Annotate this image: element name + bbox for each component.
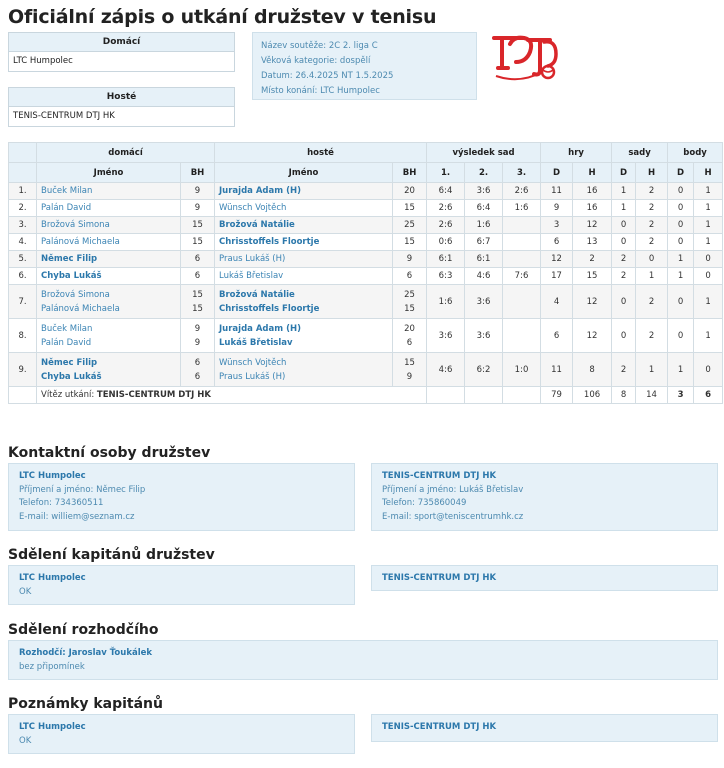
ranking-value: 15 — [404, 203, 415, 213]
set1-score: 2:6 — [427, 217, 465, 234]
games-home: 6 — [541, 319, 573, 353]
sets-home: 0 — [612, 217, 636, 234]
sets-guest: 2 — [636, 200, 668, 217]
guest-player-link[interactable]: Jurajda Adam (H) — [219, 186, 301, 196]
guest-players — [215, 319, 393, 353]
points-guest: 1 — [694, 200, 723, 217]
home-player-link[interactable]: Palán David — [41, 337, 92, 348]
guest-players — [215, 353, 393, 387]
summary-empty — [503, 387, 541, 404]
ranking-value: 6 — [194, 357, 201, 368]
club-logo — [490, 28, 562, 86]
guest-player-link[interactable]: Lukáš Břetislav — [219, 271, 284, 281]
sets-guest: 2 — [636, 183, 668, 200]
subheader-cell: 1. — [427, 163, 465, 183]
set1-score: 6:3 — [427, 268, 465, 285]
summary-empty — [9, 387, 37, 404]
games-guest: 8 — [573, 353, 612, 387]
home-ranking — [181, 217, 215, 234]
points-home: 1 — [668, 353, 694, 387]
set1-score: 0:6 — [427, 234, 465, 251]
home-player-link[interactable]: Buček Milan — [41, 323, 93, 334]
points-home: 1 — [668, 251, 694, 268]
sets-home: 0 — [612, 285, 636, 319]
points-guest: 1 — [694, 234, 723, 251]
set2-score: 6:7 — [465, 234, 503, 251]
guest-captain-notes-team: TENIS-CENTRUM DTJ HK — [382, 722, 497, 732]
home-player-link[interactable]: Brožová Simona — [41, 220, 110, 230]
guest-ranking — [393, 234, 427, 251]
guest-players — [215, 200, 393, 217]
table-row — [9, 319, 723, 353]
guest-player-link[interactable]: Brožová Natálie — [219, 220, 295, 230]
subheader-cell: BH — [181, 163, 215, 183]
home-ranking — [181, 268, 215, 285]
th-empty2 — [9, 163, 37, 183]
match-number: 1. — [9, 183, 37, 200]
home-player-link[interactable]: Chyba Lukáš — [41, 371, 102, 382]
competition-name: Název soutěže: 2C 2. liga C — [261, 41, 378, 51]
set2-score: 4:6 — [465, 268, 503, 285]
home-team-box — [8, 32, 235, 72]
home-player-link[interactable]: Chyba Lukáš — [41, 271, 102, 281]
home-player-link[interactable]: Palánová Michaela — [41, 303, 120, 314]
guest-player-link[interactable]: Praus Lukáš (H) — [219, 371, 286, 382]
guest-captain-message-panel — [371, 565, 718, 591]
subheader-cell: D — [668, 163, 694, 183]
guest-contact-team: TENIS-CENTRUM DTJ HK — [382, 471, 497, 481]
home-player-link[interactable]: Brožová Simona — [41, 289, 110, 300]
ranking-value: 25 — [404, 220, 415, 230]
guest-team-name: TENIS-CENTRUM DTJ HK — [13, 111, 115, 121]
total-points-guest: 6 — [694, 387, 723, 404]
set3-score — [503, 285, 541, 319]
referee-title: Sdělení rozhodčího — [8, 622, 159, 638]
th-set-results: výsledek sad — [427, 143, 541, 163]
table-row — [9, 285, 723, 319]
total-games-home: 79 — [541, 387, 573, 404]
points-home: 1 — [668, 268, 694, 285]
guest-ranking — [393, 319, 427, 353]
guest-captain-message-team: TENIS-CENTRUM DTJ HK — [382, 573, 497, 583]
ranking-value: 6 — [194, 271, 201, 281]
home-captain-message-team: LTC Humpolec — [19, 573, 86, 583]
points-guest: 1 — [694, 285, 723, 319]
home-contact-phone: Telefon: 734360511 — [19, 498, 104, 508]
guest-player-link[interactable]: Wünsch Vojtěch — [219, 357, 287, 368]
table-row — [9, 183, 723, 200]
guest-contact-phone: Telefon: 735860049 — [382, 498, 467, 508]
sets-guest: 0 — [636, 251, 668, 268]
page-title: Oficiální zápis o utkání družstev v tenisu — [8, 6, 437, 28]
table-row — [9, 200, 723, 217]
sets-home: 1 — [612, 200, 636, 217]
home-players — [37, 200, 181, 217]
ranking-value: 15 — [192, 289, 203, 300]
set2-score: 6:4 — [465, 200, 503, 217]
ranking-value: 15 — [404, 237, 415, 247]
sets-home: 0 — [612, 234, 636, 251]
match-number: 2. — [9, 200, 37, 217]
sets-guest: 2 — [636, 285, 668, 319]
home-players — [37, 251, 181, 268]
home-ranking — [181, 319, 215, 353]
match-number: 8. — [9, 319, 37, 353]
total-sets-home: 8 — [612, 387, 636, 404]
match-venue: Místo konání: LTC Humpolec — [261, 86, 380, 96]
subheader-cell: H — [573, 163, 612, 183]
games-guest: 13 — [573, 234, 612, 251]
points-home: 0 — [668, 183, 694, 200]
guest-players — [215, 234, 393, 251]
points-guest: 1 — [694, 319, 723, 353]
set3-score — [503, 217, 541, 234]
guest-team-box — [8, 87, 235, 127]
home-players — [37, 319, 181, 353]
home-ranking — [181, 285, 215, 319]
sets-home: 2 — [612, 251, 636, 268]
subheader-cell: H — [694, 163, 723, 183]
home-players — [37, 183, 181, 200]
captains-notes-title: Poznámky kapitánů — [8, 696, 163, 712]
set2-score: 1:6 — [465, 217, 503, 234]
set3-score — [503, 251, 541, 268]
guest-ranking — [393, 200, 427, 217]
home-contact-team: LTC Humpolec — [19, 471, 86, 481]
table-row — [9, 268, 723, 285]
home-contact-name: Příjmení a jméno: Němec Filip — [19, 484, 146, 495]
set2-score: 3:6 — [465, 285, 503, 319]
points-home: 0 — [668, 217, 694, 234]
match-number: 7. — [9, 285, 37, 319]
guest-contact-name: Příjmení a jméno: Lukáš Břetislav — [382, 484, 524, 495]
sets-home: 1 — [612, 183, 636, 200]
table-row — [9, 353, 723, 387]
contacts-title: Kontaktní osoby družstev — [8, 445, 211, 461]
games-home: 17 — [541, 268, 573, 285]
ranking-value: 9 — [194, 203, 201, 213]
match-number: 9. — [9, 353, 37, 387]
guest-contact-email: E-mail: sport@teniscentrumhk.cz — [382, 511, 524, 522]
guest-player-link[interactable]: Wünsch Vojtěch — [219, 203, 287, 213]
match-date: Datum: 26.4.2025 NT 1.5.2025 — [261, 71, 394, 81]
set3-score — [503, 234, 541, 251]
subheader-cell: 2. — [465, 163, 503, 183]
sets-home: 2 — [612, 353, 636, 387]
match-number: 6. — [9, 268, 37, 285]
ranking-value: 15 — [404, 357, 415, 368]
ranking-value: 9 — [406, 371, 413, 382]
th-empty — [9, 143, 37, 163]
guest-captain-notes-panel — [371, 714, 718, 742]
guest-ranking — [393, 183, 427, 200]
sets-guest: 2 — [636, 319, 668, 353]
home-player-link[interactable]: Palánová Michaela — [41, 237, 120, 247]
guest-players — [215, 285, 393, 319]
ranking-value: 9 — [406, 254, 413, 264]
captains-message-title: Sdělení kapitánů družstev — [8, 547, 215, 563]
subheader-cell: BH — [393, 163, 427, 183]
points-home: 0 — [668, 319, 694, 353]
points-guest: 1 — [694, 217, 723, 234]
summary-row — [9, 387, 723, 404]
th-sets: sady — [612, 143, 668, 163]
set1-score: 6:4 — [427, 183, 465, 200]
sets-guest: 1 — [636, 268, 668, 285]
guest-players — [215, 268, 393, 285]
th-guest: hosté — [215, 143, 427, 163]
points-home: 0 — [668, 234, 694, 251]
th-home: domácí — [37, 143, 215, 163]
total-games-guest: 106 — [573, 387, 612, 404]
games-home: 6 — [541, 234, 573, 251]
ranking-value: 20 — [404, 323, 415, 334]
games-home: 11 — [541, 183, 573, 200]
subheader-cell: Jméno — [37, 163, 181, 183]
total-sets-guest: 14 — [636, 387, 668, 404]
subheader-cell: 3. — [503, 163, 541, 183]
games-guest: 2 — [573, 251, 612, 268]
referee-name: Rozhodčí: Jaroslav Ťoukálek — [19, 648, 153, 658]
games-home: 11 — [541, 353, 573, 387]
set1-score: 6:1 — [427, 251, 465, 268]
ranking-value: 9 — [194, 323, 201, 334]
set3-score: 1:6 — [503, 200, 541, 217]
set2-score: 3:6 — [465, 183, 503, 200]
home-contact-email: E-mail: williem@seznam.cz — [19, 511, 135, 522]
ranking-value: 15 — [192, 220, 203, 230]
set3-score — [503, 319, 541, 353]
home-player-link[interactable]: Němec Filip — [41, 357, 98, 368]
guest-players — [215, 217, 393, 234]
home-ranking — [181, 183, 215, 200]
set3-score: 2:6 — [503, 183, 541, 200]
games-guest: 12 — [573, 217, 612, 234]
home-team-name: LTC Humpolec — [13, 56, 73, 66]
match-number: 4. — [9, 234, 37, 251]
home-captain-message-panel — [8, 565, 355, 605]
games-home: 3 — [541, 217, 573, 234]
set1-score: 1:6 — [427, 285, 465, 319]
home-players — [37, 285, 181, 319]
ranking-value: 9 — [194, 186, 201, 196]
winner-team: TENIS-CENTRUM DTJ HK — [96, 390, 211, 400]
guest-ranking — [393, 251, 427, 268]
guest-player-link[interactable]: Lukáš Břetislav — [219, 337, 293, 348]
results-table — [8, 142, 723, 404]
sets-guest: 2 — [636, 217, 668, 234]
guest-player-link[interactable]: Chrisstoffels Floortje — [219, 303, 320, 314]
games-home: 4 — [541, 285, 573, 319]
home-players — [37, 217, 181, 234]
guest-ranking — [393, 217, 427, 234]
set2-score: 6:1 — [465, 251, 503, 268]
guest-players — [215, 183, 393, 200]
ranking-value: 6 — [406, 271, 413, 281]
home-team-header: Domácí — [9, 33, 234, 52]
subheader-cell: D — [541, 163, 573, 183]
points-guest: 0 — [694, 251, 723, 268]
summary-empty — [427, 387, 465, 404]
winner-cell — [37, 387, 427, 404]
age-category: Věková kategorie: dospělí — [261, 56, 371, 66]
home-player-link[interactable]: Němec Filip — [41, 254, 98, 264]
guest-players — [215, 251, 393, 268]
home-player-link[interactable]: Palán David — [41, 203, 92, 213]
sets-home: 0 — [612, 319, 636, 353]
home-ranking — [181, 234, 215, 251]
set2-score: 6:2 — [465, 353, 503, 387]
guest-ranking — [393, 353, 427, 387]
home-contact-panel — [8, 463, 355, 531]
guest-player-link[interactable]: Jurajda Adam (H) — [219, 323, 301, 334]
ranking-value: 15 — [192, 237, 203, 247]
guest-team-header: Hosté — [9, 88, 234, 107]
home-captain-message-text: OK — [19, 586, 32, 597]
ranking-value: 15 — [404, 303, 415, 314]
games-guest: 12 — [573, 319, 612, 353]
match-number: 3. — [9, 217, 37, 234]
ranking-value: 9 — [194, 337, 201, 348]
set3-score: 1:0 — [503, 353, 541, 387]
guest-player-link[interactable]: Chrisstoffels Floortje — [219, 237, 320, 247]
set1-score: 2:6 — [427, 200, 465, 217]
summary-empty — [465, 387, 503, 404]
guest-contact-panel — [371, 463, 718, 531]
ranking-value: 25 — [404, 289, 415, 300]
home-ranking — [181, 353, 215, 387]
guest-player-link[interactable]: Praus Lukáš (H) — [219, 254, 286, 264]
sets-guest: 2 — [636, 234, 668, 251]
games-guest: 12 — [573, 285, 612, 319]
guest-ranking — [393, 285, 427, 319]
home-captain-notes-text: OK — [19, 735, 32, 746]
points-home: 0 — [668, 285, 694, 319]
match-number: 5. — [9, 251, 37, 268]
referee-text: bez připomínek — [19, 661, 85, 672]
winner-label: Vítěz utkání: — [41, 390, 95, 400]
home-captain-notes-panel — [8, 714, 355, 754]
table-row — [9, 234, 723, 251]
subheader-cell: H — [636, 163, 668, 183]
sets-home: 2 — [612, 268, 636, 285]
set1-score: 3:6 — [427, 319, 465, 353]
games-home: 9 — [541, 200, 573, 217]
match-info-box — [252, 32, 477, 100]
th-games: hry — [541, 143, 612, 163]
ranking-value: 15 — [192, 303, 203, 314]
table-row — [9, 217, 723, 234]
set1-score: 4:6 — [427, 353, 465, 387]
guest-ranking — [393, 268, 427, 285]
sets-guest: 1 — [636, 353, 668, 387]
subheader-cell: Jméno — [215, 163, 393, 183]
points-guest: 1 — [694, 183, 723, 200]
set2-score: 3:6 — [465, 319, 503, 353]
home-ranking — [181, 251, 215, 268]
referee-panel — [8, 640, 718, 680]
ranking-value: 6 — [406, 337, 413, 348]
home-player-link[interactable]: Buček Milan — [41, 186, 93, 196]
set3-score: 7:6 — [503, 268, 541, 285]
points-guest: 0 — [694, 353, 723, 387]
subheader-cell: D — [612, 163, 636, 183]
home-players — [37, 268, 181, 285]
home-ranking — [181, 200, 215, 217]
points-guest: 0 — [694, 268, 723, 285]
home-players — [37, 353, 181, 387]
games-home: 12 — [541, 251, 573, 268]
total-points-home: 3 — [668, 387, 694, 404]
games-guest: 16 — [573, 200, 612, 217]
ranking-value: 6 — [194, 254, 201, 264]
table-row — [9, 251, 723, 268]
ranking-value: 20 — [404, 186, 415, 196]
games-guest: 15 — [573, 268, 612, 285]
th-points: body — [668, 143, 723, 163]
home-players — [37, 234, 181, 251]
points-home: 0 — [668, 200, 694, 217]
ranking-value: 6 — [194, 371, 201, 382]
home-captain-notes-team: LTC Humpolec — [19, 722, 86, 732]
guest-player-link[interactable]: Brožová Natálie — [219, 289, 295, 300]
games-guest: 16 — [573, 183, 612, 200]
